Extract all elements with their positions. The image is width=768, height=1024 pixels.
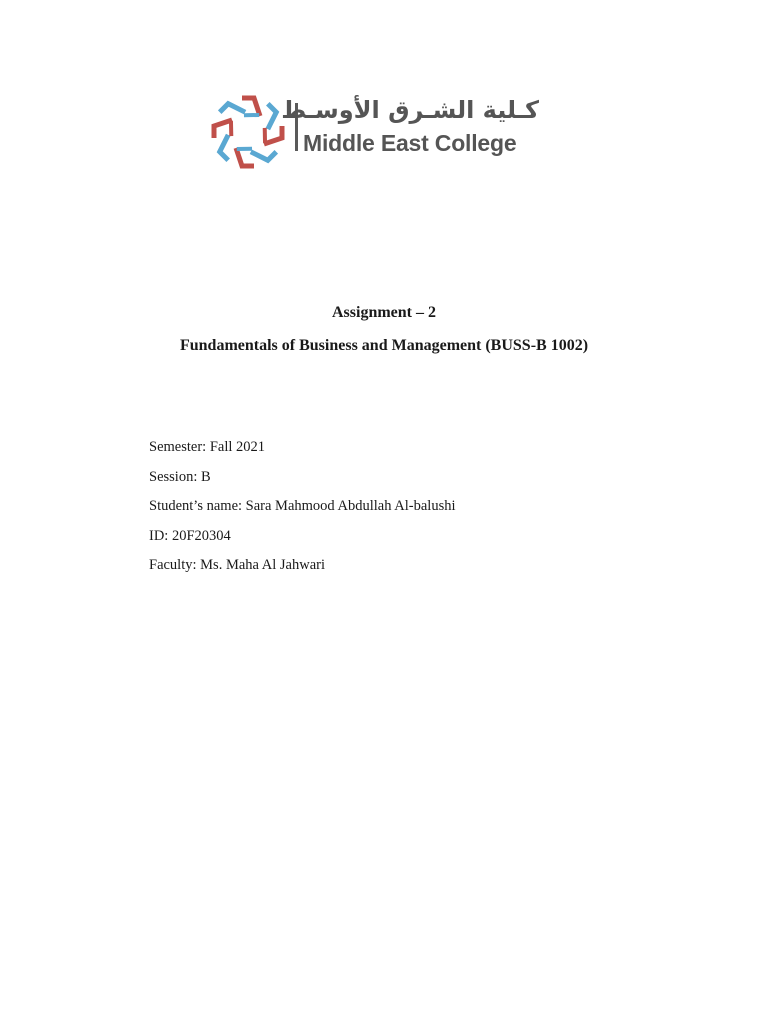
detail-label: Session: (149, 468, 201, 485)
detail-value: B (200, 468, 211, 485)
detail-faculty (149, 551, 456, 581)
college-logo (206, 90, 541, 180)
detail-id (149, 522, 456, 552)
detail-label: ID: (149, 527, 172, 544)
assignment-title: Assignment – 2 (331, 304, 436, 321)
detail-value: Sara Mahmood Abdullah Al-balushi (245, 498, 456, 514)
detail-label: Semester: (149, 439, 210, 455)
detail-label: Faculty: (149, 557, 201, 573)
detail-value: 20F20304 (171, 527, 231, 544)
logo-english-name: Middle East College (303, 130, 517, 156)
detail-student-name (149, 492, 456, 522)
detail-semester (149, 433, 456, 463)
course-title: Fundamentals of Business and Management (BUSS-B 1002) (179, 337, 589, 354)
student-details (149, 433, 456, 581)
detail-label: Student’s name: (149, 498, 246, 514)
logo-arabic-name: كـلية الشـرق الأوسـط (281, 96, 539, 124)
detail-value: Fall 2021 (209, 439, 265, 455)
detail-value: Ms. Maha Al Jahwari (200, 557, 325, 573)
star-emblem-icon (206, 90, 290, 174)
detail-session (149, 463, 456, 493)
